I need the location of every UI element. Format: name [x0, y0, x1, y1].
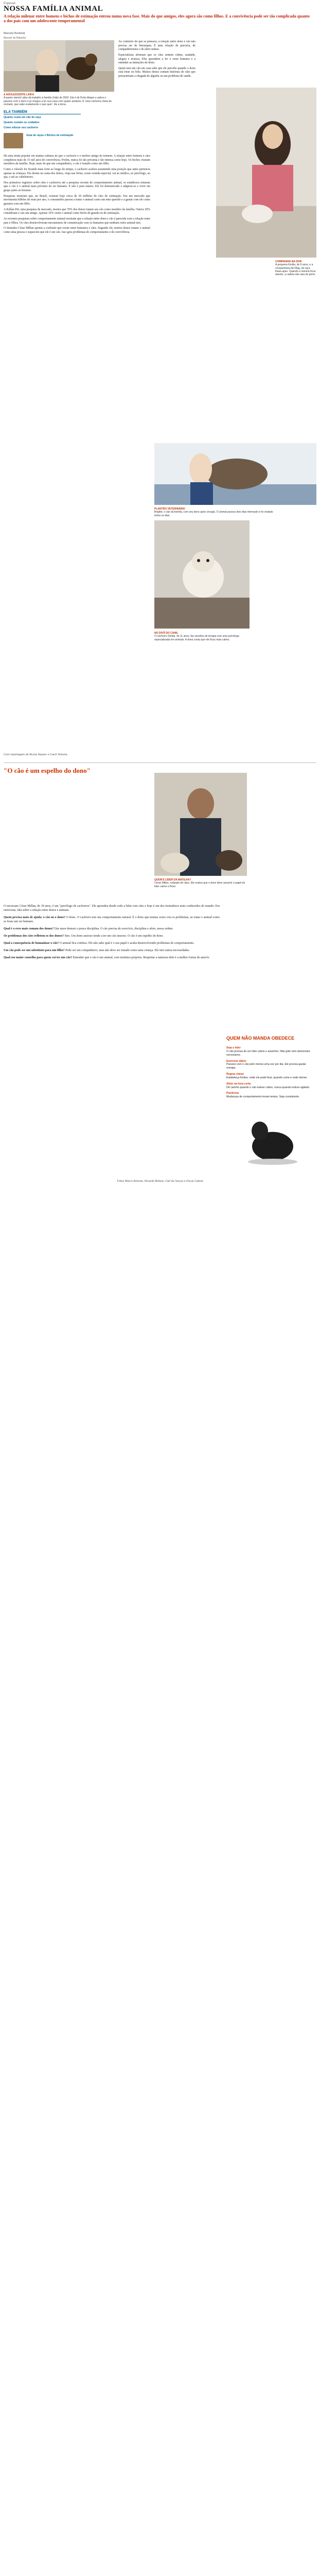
tip-text: O cão precisa de um líder calmo e assertivo. Não grite nem demonstre nervosismo.	[226, 1049, 310, 1057]
paragraph: Especialistas afirmam que os cães sentem ciúme, saudade, alegria e tristeza. Eles aprendem a ler o rosto humano e a entender as intenções do dono.	[118, 53, 195, 65]
vet-photo	[154, 443, 316, 505]
byline: Marcelo Bortoloti	[4, 32, 25, 35]
tip-title: Seja o líder	[226, 1046, 241, 1050]
caption-title: COMPANHIA NA DOR	[275, 260, 302, 263]
sidebar-link-1[interactable]: Quanto custa um cão de raça	[4, 116, 41, 119]
answer: Sim. Um dono ansioso tende a ter um cão ansioso. O cão é um espelho do dono.	[64, 934, 164, 938]
caption-title: QUEM É LÍDER DA MATILHA?	[154, 878, 191, 882]
paragraph: Ao contrário do que se pensava, a relação entre dono e cão não precisa ser de hierarquia. É uma relação de parceria, de companheirismo e de afeto mútuo.	[118, 40, 195, 52]
tips-box	[226, 1044, 314, 1101]
tip-title: Afeto na hora certa	[226, 1082, 251, 1086]
caption-title: NO DIVÃ DO CANIL	[154, 632, 179, 635]
tip-text: Mudanças de comportamento levam tempo. Seja consistente.	[226, 1095, 300, 1099]
interview-intro: O mexicano César Millan, de 39 anos, é um "psicólogo de cachorros". Ele aprendeu desde cedo a lidar com cães e hoje é um dos treinadores mais conhecidos do mundo. Em entrevista, fala sobre a relação entre donos e animais.	[4, 905, 220, 912]
photo-caption	[154, 878, 247, 888]
tip-text: Estabeleça limites: onde ele pode ficar, quando come e onde dorme.	[226, 1076, 308, 1079]
question: Qual é o erro mais comum dos donos?	[4, 927, 54, 930]
question: Um cão pode ser um substituto para um filho?	[4, 948, 65, 952]
paragraph: Como o vínculo foi ficando mais forte ao longo do tempo, o cachorro acabou assumindo uma posição que antes pertencia apenas às crianças. Ele dorme na cama dos donos, viaja nas férias, come comida especial, vai ao médico, ao psicólogo, ao spa, e até ao cabeleireiro.	[4, 167, 150, 179]
caption-title: A ADOLESCENTE LAIKA	[4, 93, 34, 96]
photo-caption	[154, 632, 250, 641]
cesar-millan-photo	[154, 773, 247, 876]
section-divider	[4, 762, 316, 763]
caption-text: A pastor alemã Laika dá trabalho à família Zottiz de 2003. Ela é de Porto Alegre e adora o passeio com o dono e já chegou a ter sua casa com quatro andares. É 'uma cachorra cheia de vontade, que sabe exatamente o que quer', diz a dona.	[4, 96, 112, 106]
paragraph: As recentes pesquisas sobre comportamento animal mostram que a relação entre dono e cão é parecida com a relação entre pais e filhos. Os cães desenvolveram mecanismos de comunicação com os humanos que nenhum outro animal tem.	[4, 217, 150, 225]
caption-text: O cachorro Simba, de 11 anos, faz sessões de terapia com uma psicóloga especializada em animais. A dona conta que ele ficou mais calmo.	[154, 635, 239, 641]
sidebar-link-2[interactable]: Quanto custam os cuidados	[4, 121, 40, 124]
tips-box-title: QUEM NÃO MANDA OBEDECE	[226, 1036, 295, 1041]
question: Qual a consequência de humanizar o cão?	[4, 941, 59, 945]
tip-title: Regras claras	[226, 1073, 244, 1076]
girl-dog-photo	[216, 88, 316, 258]
paragraph: Pesquisas mostram que, no Brasil, existem hoje cerca de 30 milhões de cães de estimação. Em um mercado que movimenta bilhões de reais por ano, o consumidor passou a tratar o animal como um ente querido e a gastar com ele como gastaria com um filho.	[4, 194, 150, 206]
tip-title: Exercício diário	[226, 1059, 246, 1063]
answer: O dono. O cachorro tem um comportamento natural. É o dono que muitas vezes cria os problemas, ao tratar o animal como se fosse um ser humano.	[4, 916, 220, 923]
photo-credit: Manoel de Ribeirão	[4, 37, 26, 40]
tip-text: Passeie com o cão pelo menos uma vez por dia. Ele precisa gastar energia.	[226, 1063, 306, 1070]
photo-credits-footer: Fotos Marco Antonio, Ricardo Bolivar, Carl de Souza e Oscar Cabral	[117, 1180, 203, 1183]
paragraph: Dos primeiros registros sobre cães e cachorros até a pesquisa recente de comportamento animal, os estudiosos notaram que o cão é o animal mais próximo do ser humano. E não é para menos. Ele foi domesticado e adaptou-se a viver em grupo junto ao homem.	[4, 181, 150, 193]
dog-photo-laika	[4, 40, 114, 92]
article-dek: A relação milenar entre homens e bichos de estimação entrou numa nova fase. Mais do que amigos, eles agora são como filhos. E a convivência pode ser tão complicada quanto a dos pais com um adolescente temperamental	[4, 14, 310, 24]
answer: Pode ser um companheiro, mas não deve ser tratado como uma criança. Ele tem outras necessidades.	[65, 948, 190, 952]
question: Qual seu maior conselho para quem vai ter um cão?	[4, 956, 72, 959]
sidebar-link-4[interactable]: Guia de raças e Bichos de estimação	[26, 134, 74, 137]
paragraph: O domador César Millan aponta a confusão que existe entre humanos e cães. Segundo ele, muitos donos tratam o animal como uma pessoa e esquecem que ele é um cão. Isso gera problemas de comportamento e de convivência.	[4, 227, 150, 234]
caption-text: Brigitte, o cão da família, com seu dono após cirurgia. O animal passou dois dias internado e foi visitado todos os dias.	[154, 511, 273, 517]
sidebar-title: ELA TAMBÉM	[4, 110, 81, 114]
article-column-left	[4, 155, 150, 696]
question: Os problemas dos cães refletem os dos donos?	[4, 934, 64, 938]
report-credits: Com reportagem de Bruna Nasser e Carol Teixeira	[4, 753, 67, 756]
answer: Dar amor demais e pouca disciplina. O cão precisa de exercício, disciplina e afeto, nessa ordem.	[54, 927, 173, 930]
caption-title: PLANTÃO VETERINÁRIO	[154, 507, 185, 511]
caption-text: César Millan, rodeado de cães. Ele ensina que o dono deve assumir o papel de líder calmo e firme.	[154, 882, 245, 888]
photo-caption	[4, 93, 114, 106]
caption-text: A pequena Emilia, de 9 anos, e a companheira fiel Mag, da raça lhasa apso. Quando a menina ficou doente, a cadela não saiu de perto.	[275, 263, 316, 276]
sidebar-link-3[interactable]: Como educar seu cachorro	[4, 126, 39, 129]
interview-title: "O cão é um espelho do dono"	[4, 767, 91, 774]
therapy-photo	[154, 520, 250, 629]
page-title: NOSSA FAMÍLIA ANIMAL	[4, 5, 103, 13]
dog-thumbnail	[4, 133, 23, 148]
answer: O animal fica confuso. Ele não sabe qual é o seu papel e acaba desenvolvendo problemas de comportamento.	[59, 941, 194, 945]
paragraph: Quem tem um cão em casa sabe que ele percebe quando o dono está triste ou feliz. Muitos donos contam histórias de cães que pressentiram a chegada de alguém ou um problema de saúde.	[118, 66, 195, 78]
tip-text: Dê carinho quando o cão estiver calmo, nunca quando estiver agitado.	[226, 1086, 310, 1089]
photo-caption	[275, 260, 316, 276]
sidebar-item-guide[interactable]	[4, 133, 81, 150]
tip-title: Paciência	[226, 1092, 239, 1095]
paragraph: Há uma lenda popular em muitas culturas de que o cachorro é o melhor amigo do homem. A relação entre homens e cães completou mais de 15 mil anos de convivência. Porém, nunca foi tão próxima e tão intensa como hoje. Os bichos viraram membros da família. Hoje, mais do que um companheiro, o cão é tratado como um filho.	[4, 155, 150, 166]
photo-caption	[154, 507, 278, 517]
answer: Entender que o cão é um animal, com instintos próprios. Respeitar a natureza dele é a melhor forma de amá-lo.	[73, 956, 210, 959]
section-kicker: Especial	[4, 2, 15, 5]
question: Quem precisa mais de ajuda: o cão ou o dono?	[4, 916, 65, 919]
article-column-intro	[118, 40, 195, 148]
paragraph: A Kellan Pet, uma pesquisa de mercado, mostra que 70% dos donos tratam seu cão como membro da família. Outros 20% consideram o cão um amigo. Apenas 10% veem o animal como bicho de guarda ou de estimação.	[4, 208, 150, 215]
interview-body	[4, 902, 220, 963]
black-dog-photo	[242, 1108, 304, 1170]
